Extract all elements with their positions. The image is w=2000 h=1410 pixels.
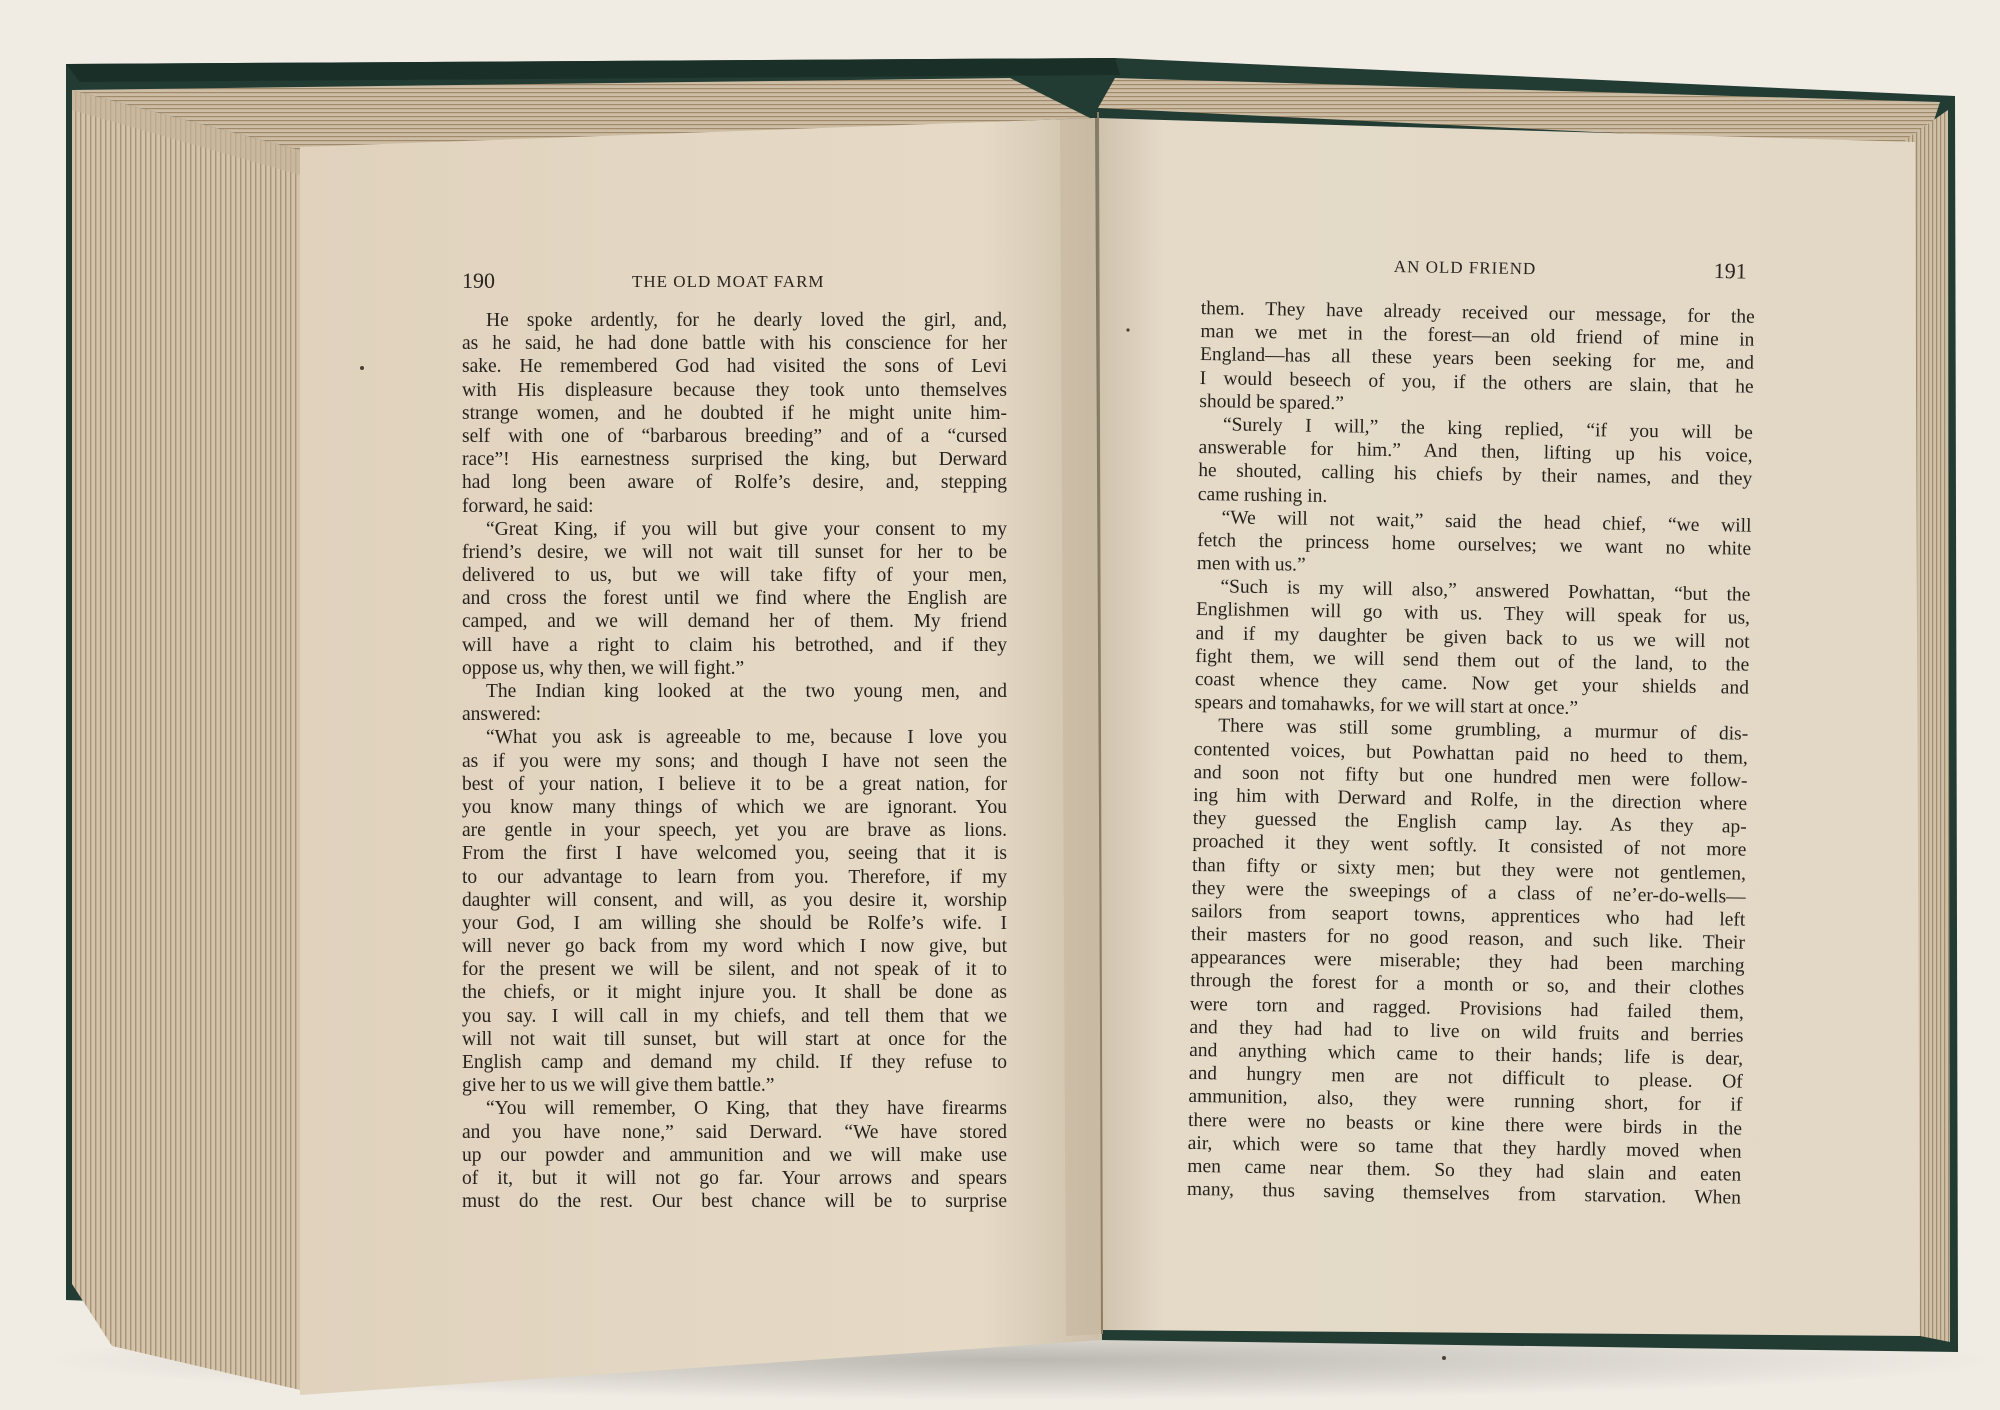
text-line: man we met in the forest—an old friend of mine in bbox=[1200, 321, 1755, 351]
text-line: ammunition, also, they were running short, for if bbox=[1188, 1086, 1743, 1116]
text-line: to our advantage to learn from you. Therefore, if my bbox=[462, 866, 1007, 888]
left-page-number: 190 bbox=[462, 268, 495, 293]
text-line: should be spared.” bbox=[1199, 390, 1345, 415]
text-line: their masters for no good reason, and such like. Their bbox=[1190, 923, 1746, 954]
text-line: had long been aware of Rolfe’s desire, and, stepping bbox=[462, 472, 1007, 494]
text-line: contented voices, but Powhattan paid no heed to them, bbox=[1193, 738, 1748, 769]
text-line: you say. I will call in my chiefs, and tell them that we bbox=[462, 1005, 1007, 1027]
right-page-text bbox=[1187, 297, 1755, 1210]
text-line: English camp and demand my child. If they refuse to bbox=[462, 1052, 1007, 1073]
left-page-text bbox=[462, 309, 1007, 1213]
text-line: with His displeasure because they took unto themselves bbox=[462, 379, 1007, 401]
text-line: spears and tomahawks, for we will start at once.” bbox=[1194, 692, 1579, 720]
text-line: and cross the forest until we find where the English are bbox=[462, 588, 1007, 610]
text-line: sailors from seaport towns, apprentices who had left bbox=[1191, 900, 1746, 931]
text-line: them. They have already received our message, for the bbox=[1200, 297, 1755, 328]
text-line: and they had had to live on wild fruits and berries bbox=[1189, 1016, 1744, 1047]
text-line: are gentle in your speech, yet you are brave as lions. bbox=[462, 820, 1007, 842]
text-line: daughter will consent, and will, as you desire it, worship bbox=[462, 889, 1007, 911]
text-line: the chiefs, or it might injure you. It shall be done as bbox=[462, 982, 1007, 1004]
text-line: were torn and ragged. Provisions had failed them, bbox=[1189, 993, 1744, 1024]
right-running-head: AN OLD FRIEND bbox=[1393, 257, 1537, 279]
text-line: fetch the princess home ourselves; we want no white bbox=[1197, 529, 1752, 560]
text-line: must do the rest. Our best chance will be to surprise bbox=[462, 1191, 1007, 1213]
text-line: men came near them. So they had slain and eaten bbox=[1187, 1155, 1742, 1186]
text-line: as he said, he had done battle with his conscience for her bbox=[462, 333, 1007, 355]
text-line: forward, he said: bbox=[462, 495, 594, 517]
text-line: friend’s desire, we will not wait till sunset for her to be bbox=[462, 541, 1007, 563]
text-line: ing him with Derward and Rolfe, in the direction where bbox=[1193, 784, 1748, 815]
text-line: and anything which came to their hands; life is dear, bbox=[1188, 1039, 1744, 1070]
text-line: came rushing in. bbox=[1197, 483, 1328, 507]
text-line: will not wait till sunset, but will start at once for the bbox=[462, 1028, 1007, 1050]
text-line: best of your nation, I believe it to be a great nation, for bbox=[462, 773, 1007, 795]
text-line: will never go back from my word which I now give, but bbox=[462, 936, 1007, 958]
text-line: men with us.” bbox=[1196, 553, 1306, 576]
text-line: he shouted, calling his chiefs by their names, and they bbox=[1198, 460, 1753, 490]
text-line: as if you were my sons; and though I have not seen the bbox=[462, 750, 1007, 772]
text-line: proached it they went softly. It consisted of not more bbox=[1192, 831, 1747, 861]
text-line: they guessed the English camp lay. As they ap- bbox=[1192, 808, 1747, 838]
text-line: “What you ask is agreeable to me, because I love you bbox=[486, 727, 1007, 749]
text-line: “We will not wait,” said the head chief, “we will bbox=[1221, 507, 1752, 537]
text-line: I would beseech of you, if the others are slain, that he bbox=[1199, 367, 1754, 398]
text-line: of it, but it will not go far. Your arrows and spears bbox=[462, 1167, 1007, 1189]
text-line: oppose us, why then, we will fight.” bbox=[462, 657, 745, 679]
text-line: coast whence they came. Now get your shields and bbox=[1194, 668, 1750, 699]
text-line: and soon not fifty but one hundred men were follow- bbox=[1193, 761, 1748, 792]
text-line: England—has all these years been seeking for me, and bbox=[1199, 344, 1755, 375]
text-line: and if my daughter be given back to us we will not bbox=[1195, 622, 1750, 653]
text-line: race”! His earnestness surprised the king, but Derward bbox=[462, 449, 1007, 471]
text-line: camped, and we will demand her of them. My friend bbox=[462, 611, 1007, 633]
text-line: many, thus saving themselves from starvation. When bbox=[1186, 1179, 1742, 1209]
text-line: “Such is my will also,” answered Powhattan, “but the bbox=[1220, 576, 1751, 606]
text-line: up our powder and ammunition and we will make use bbox=[462, 1144, 1007, 1166]
text-line: strange women, and he doubted if he might unite him- bbox=[462, 402, 1007, 424]
text-line: sake. He remembered God had visited the sons of Levi bbox=[462, 356, 1007, 378]
text-line: self with one of “barbarous breeding” and of a “cursed bbox=[462, 425, 1007, 447]
text-line: There was still some grumbling, a murmur of dis- bbox=[1218, 715, 1749, 746]
text-line: you know many things of which we are ignorant. You bbox=[462, 796, 1007, 818]
text-line: they were the sweepings of a class of ne’er-do-wells— bbox=[1191, 877, 1746, 908]
text-line: Englishmen will go with us. They will speak for us, bbox=[1195, 599, 1751, 630]
text-line: fight them, we will send them out of the land, to the bbox=[1195, 645, 1750, 676]
left-running-head: THE OLD MOAT FARM bbox=[632, 272, 825, 291]
text-line: and hungry men are not difficult to please. Of bbox=[1188, 1063, 1743, 1093]
text-line: The Indian king looked at the two young men, and bbox=[486, 681, 1007, 702]
right-page-number: 191 bbox=[1713, 258, 1747, 284]
text-line: “Great King, if you will but give your consent to my bbox=[486, 518, 1007, 540]
text-line: delivered to us, but we will take fifty of your men, bbox=[462, 565, 1007, 587]
text-line: for the present we will be silent, and not speak of it to bbox=[462, 959, 1007, 981]
text-line: “Surely I will,” the king replied, “if you will be bbox=[1222, 414, 1754, 444]
text-line: than fifty or sixty men; but they were not gentlemen, bbox=[1191, 854, 1747, 885]
text-line: He spoke ardently, for he dearly loved the girl, and, bbox=[486, 310, 1007, 331]
text-line: From the first I have welcomed you, seeing that it is bbox=[462, 843, 1007, 865]
text-line: air, which were so tame that they hardly moved when bbox=[1187, 1132, 1742, 1163]
text-line: answerable for him.” And then, lifting up his voice, bbox=[1198, 437, 1753, 467]
text-line: answered: bbox=[462, 704, 542, 726]
text-line: through the forest for a month or so, and their clothes bbox=[1190, 970, 1745, 1001]
text-line: your God, I am willing she should be Rolfe’s wife. I bbox=[462, 912, 1007, 934]
text-line: will have a right to claim his betrothed, and if they bbox=[462, 634, 1007, 656]
text-line: there were no beasts or kine there were birds in the bbox=[1187, 1109, 1743, 1140]
text-line: and you have none,” said Derward. “We have stored bbox=[462, 1121, 1007, 1143]
text-line: “You will remember, O King, that they have firearms bbox=[486, 1098, 1007, 1120]
text-line: give her to us we will give them battle.” bbox=[462, 1075, 775, 1097]
text-line: appearances were miserable; they had been marching bbox=[1190, 947, 1745, 977]
